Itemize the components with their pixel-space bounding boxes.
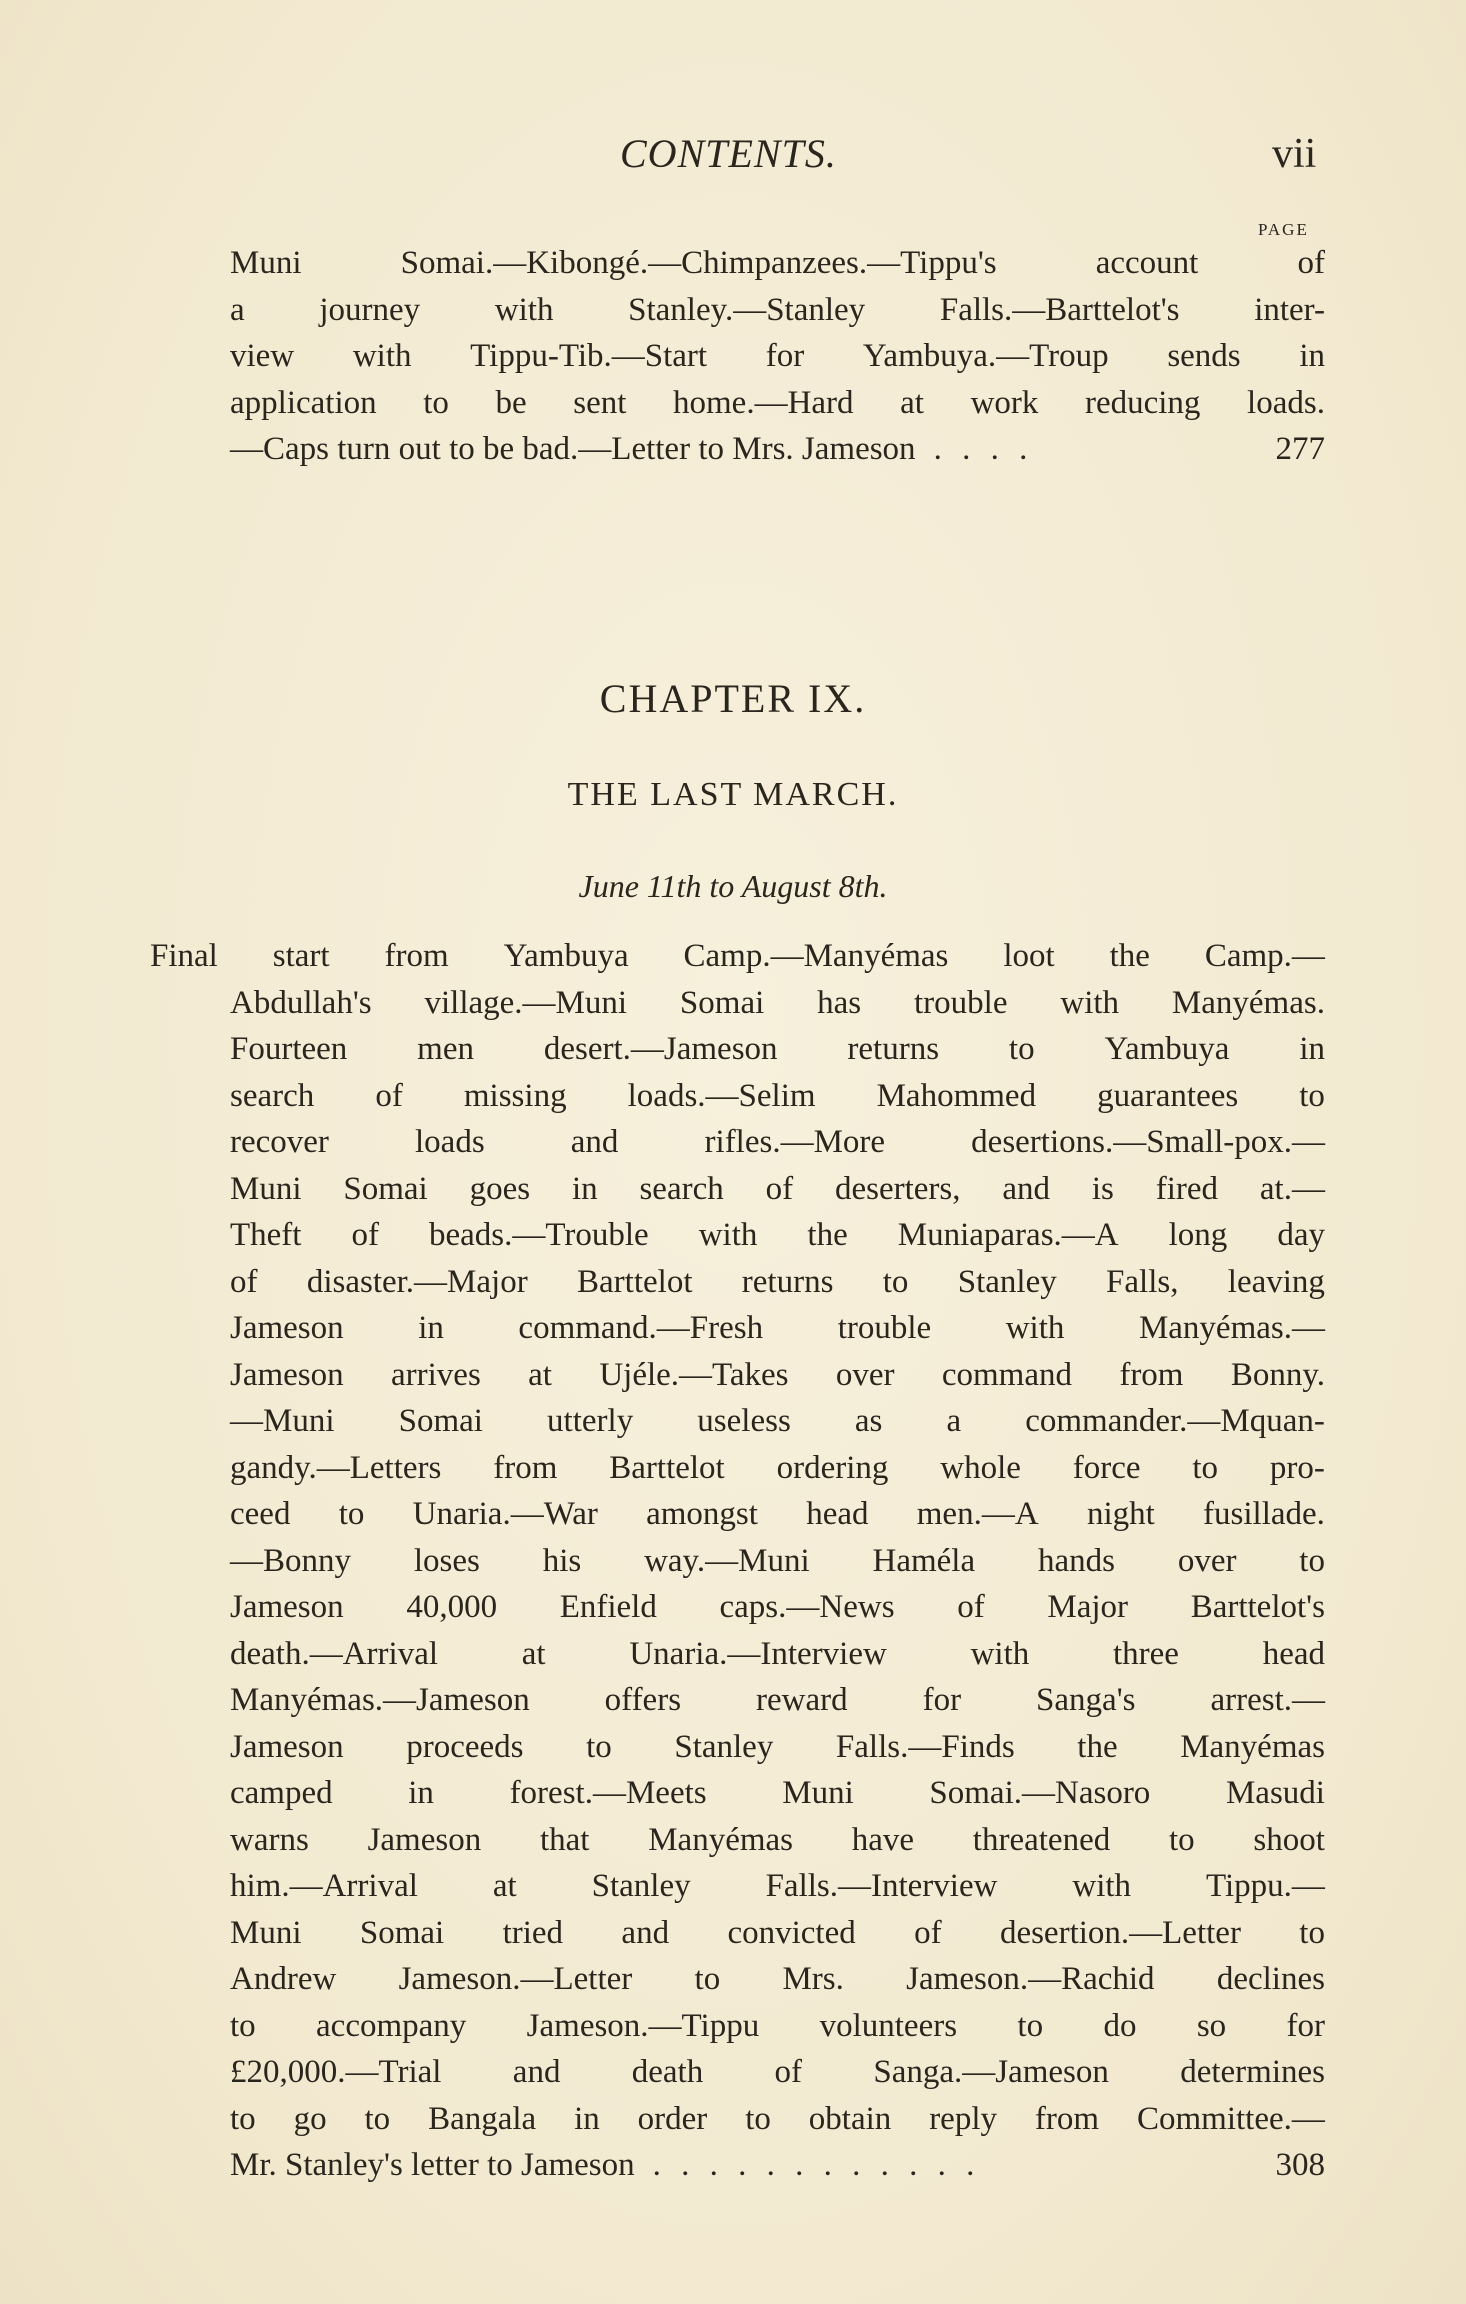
page-header (0, 130, 1466, 190)
page-numeral: vii (1272, 131, 1317, 177)
dot-leader: . . . . . . . . . . . . (652, 2147, 981, 2183)
summary-line: ceed to Unaria.—War amongst head men.—A night fusillade. (230, 1496, 1325, 1532)
summary-line: to go to Bangala in order to obtain reply from Committee.— (230, 2100, 1325, 2137)
summary-line: camped in forest.—Meets Muni Somai.—Nasoro Masudi (230, 1775, 1325, 1811)
summary-line: Jameson proceeds to Stanley Falls.—Finds the Manyémas (230, 1728, 1325, 1765)
summary-line: Jameson in command.—Fresh trouble with Manyémas.— (230, 1310, 1325, 1346)
toc-entry-last-text: —Caps turn out to be bad.—Letter to Mrs. Jameson (230, 431, 916, 467)
summary-line: Fourteen men desert.—Jameson returns to Yambuya in (230, 1031, 1325, 1067)
summary-last-line (230, 2142, 1325, 2189)
summary-line: Manyémas.—Jameson offers reward for Sanga's arrest.— (230, 1682, 1325, 1718)
summary-line: of disaster.—Major Barttelot returns to Stanley Falls, leaving (230, 1263, 1325, 1300)
toc-page-number: 277 (1275, 431, 1325, 467)
running-title: CONTENTS. (620, 131, 837, 176)
toc-entry-line: view with Tippu-Tib.—Start for Yambuya.—Troup sends in (230, 338, 1325, 374)
summary-line: Theft of beads.—Trouble with the Muniaparas.—A long day (230, 1217, 1325, 1253)
chapter-summary (230, 980, 1325, 2189)
chapter-date-range: June 11th to August 8th. (578, 868, 888, 904)
summary-last-text: Mr. Stanley's letter to Jameson (230, 2147, 635, 2183)
summary-line: —Bonny loses his way.—Muni Haméla hands over to (230, 1542, 1325, 1579)
summary-line: Andrew Jameson.—Letter to Mrs. Jameson.—Rachid declines (230, 1961, 1325, 1997)
summary-line: Muni Somai tried and convicted of desertion.—Letter to (230, 1914, 1325, 1951)
chapter-summary-first (150, 933, 1325, 980)
summary-first-line: Final start from Yambuya Camp.—Manyémas loot the Camp.— (150, 938, 1325, 974)
summary-line: Jameson 40,000 Enfield caps.—News of Major Barttelot's (230, 1589, 1325, 1625)
summary-line: —Muni Somai utterly useless as a commander.—Mquan- (230, 1403, 1325, 1439)
summary-line: warns Jameson that Manyémas have threatened to shoot (230, 1821, 1325, 1858)
toc-entry-line: a journey with Stanley.—Stanley Falls.—Barttelot's inter- (230, 291, 1325, 328)
chapter-title: THE LAST MARCH. (567, 776, 899, 813)
summary-line: to accompany Jameson.—Tippu volunteers to do so for (230, 2007, 1325, 2044)
summary-line: Jameson arrives at Ujéle.—Takes over command from Bonny. (230, 1356, 1325, 1393)
toc-entry-continued (230, 240, 1325, 473)
toc-page-number: 308 (1275, 2147, 1325, 2183)
chapter-heading: CHAPTER IX. (599, 676, 867, 721)
summary-line: recover loads and rifles.—More desertions.—Small-pox.— (230, 1124, 1325, 1160)
summary-line: him.—Arrival at Stanley Falls.—Interview with Tippu.— (230, 1868, 1325, 1904)
dot-leader: . . . . (933, 431, 1034, 467)
summary-line: Abdullah's village.—Muni Somai has trouble with Manyémas. (230, 984, 1325, 1021)
toc-entry-last-line (230, 426, 1325, 473)
summary-line: gandy.—Letters from Barttelot ordering whole force to pro- (230, 1449, 1325, 1486)
summary-line: Muni Somai goes in search of deserters, and is fired at.— (230, 1170, 1325, 1207)
toc-entry-line: application to be sent home.—Hard at work reducing loads. (230, 384, 1325, 421)
toc-entry-line: Muni Somai.—Kibongé.—Chimpanzees.—Tippu's account of (230, 245, 1325, 281)
summary-line: search of missing loads.—Selim Mahommed guarantees to (230, 1077, 1325, 1114)
summary-line: £20,000.—Trial and death of Sanga.—Jameson determines (230, 2054, 1325, 2090)
page-column-label: PAGE (1258, 220, 1309, 239)
summary-line: death.—Arrival at Unaria.—Interview with three head (230, 1635, 1325, 1672)
